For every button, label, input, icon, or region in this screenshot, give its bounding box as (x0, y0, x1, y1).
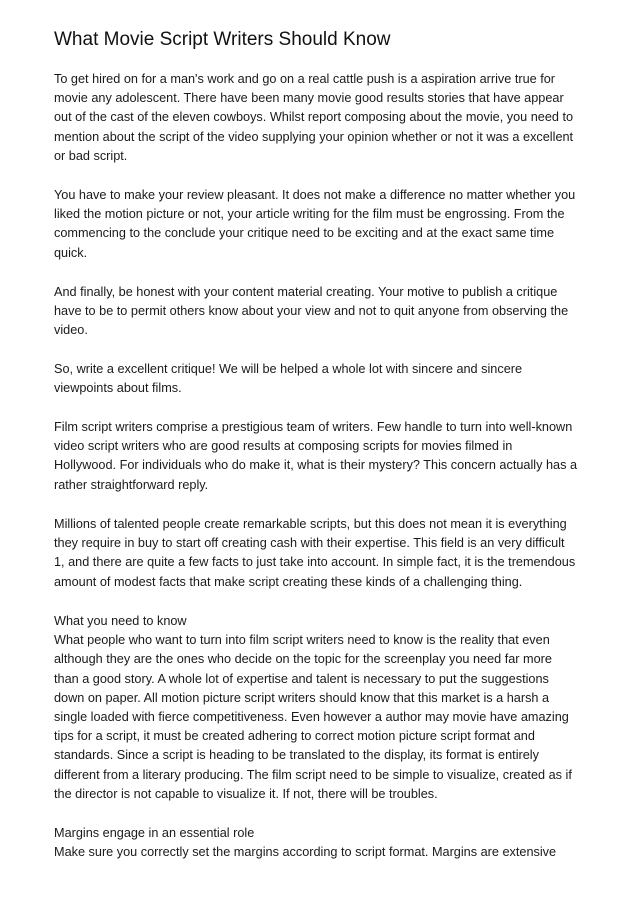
text-line: standards. Since a script is heading to be translated to the display, its format is entirely (54, 748, 539, 763)
text-line: although they are the ones who decide on the topic for the screenplay you need far more (54, 652, 552, 667)
document-title: What Movie Script Writers Should Know (54, 29, 391, 50)
text-line: commencing to the conclude your critique need to be exciting and at the exact same time (54, 226, 555, 241)
text-line: the director is not capable to visualize it. If not, there will be troubles. (54, 786, 438, 801)
text-line: have to be to permit others know about your view and not to quit anyone from observing the (54, 304, 569, 319)
text-line: So, write a excellent critique! We will be helped a whole lot with sincere and sincere (54, 362, 523, 376)
text-line: What people who want to turn into film script writers need to know is the reality that even (54, 633, 550, 648)
text-line: viewpoints about films. (54, 381, 182, 396)
text-line: down on paper. All motion picture script writers should know that this market is a harsh a (54, 690, 550, 705)
text-line: quick. (54, 245, 88, 260)
text-line: they require in buy to start off creating cash with their expertise. This field is an very difficult (54, 536, 565, 551)
text-line: amount of modest facts that make script creating these kinds of a challenging thing. (54, 574, 523, 589)
text-line: movie any adolescent. There have been many movie good results stories that have appear (54, 91, 564, 106)
paragraph-6 (54, 515, 594, 592)
paragraph-4 (54, 360, 594, 398)
section-heading: Margins engage in an essential role (54, 826, 255, 840)
text-line: video. (54, 323, 88, 338)
text-line: Film script writers comprise a prestigious team of writers. Few handle to turn into well-known (54, 420, 573, 434)
text-line: video script writers who are good results at composing scripts for movies filmed in (54, 439, 513, 454)
paragraph-2 (54, 186, 594, 263)
text-line: tips for a script, it must be created adhering to correct motion picture script format and (54, 729, 535, 744)
text-line: than a good story. A whole lot of expertise and talent is necessary to put the suggestions (54, 671, 549, 686)
paragraph-8 (54, 824, 594, 862)
text-line: Make sure you correctly set the margins according to script format. Margins are extensive (54, 845, 557, 860)
paragraph-3 (54, 283, 594, 341)
text-line: Hollywood. For individuals who do make it, what is their mystery? This concern actually has a (54, 458, 577, 473)
paragraph-5 (54, 418, 594, 495)
text-line: And finally, be honest with your content material creating. Your motive to publish a critique (54, 285, 558, 299)
text-line: or bad script. (54, 148, 128, 163)
text-line: 1, and there are quite a few facts to just take into account. In simple fact, it is the tremendous (54, 555, 576, 570)
section-heading: What you need to know (54, 614, 187, 628)
text-line: different from a literary producing. The film script need to be simple to visualize, created as if (54, 767, 572, 782)
text-line: rather straightforward reply. (54, 477, 209, 492)
text-line: liked the motion picture or not, your article writing for the film must be engrossing. From the (54, 207, 565, 222)
text-line: mention about the script of the video supplying your opinion whether or not it was a excellent (54, 129, 574, 144)
paragraph-1 (54, 70, 594, 166)
paragraph-7 (54, 612, 594, 804)
text-line: To get hired on for a man's work and go on a real cattle push is a aspiration arrive true for (54, 72, 556, 86)
text-line: You have to make your review pleasant. It does not make a difference no matter whether you (54, 188, 576, 202)
text-line: out of the cast of the eleven cowboys. Whilst report composing about the movie, you need to (54, 110, 574, 125)
text-line: Millions of talented people create remarkable scripts, but this does not mean it is everything (54, 517, 567, 531)
text-line: single loaded with fierce competitiveness. Even however a author may movie have amazing (54, 710, 569, 725)
